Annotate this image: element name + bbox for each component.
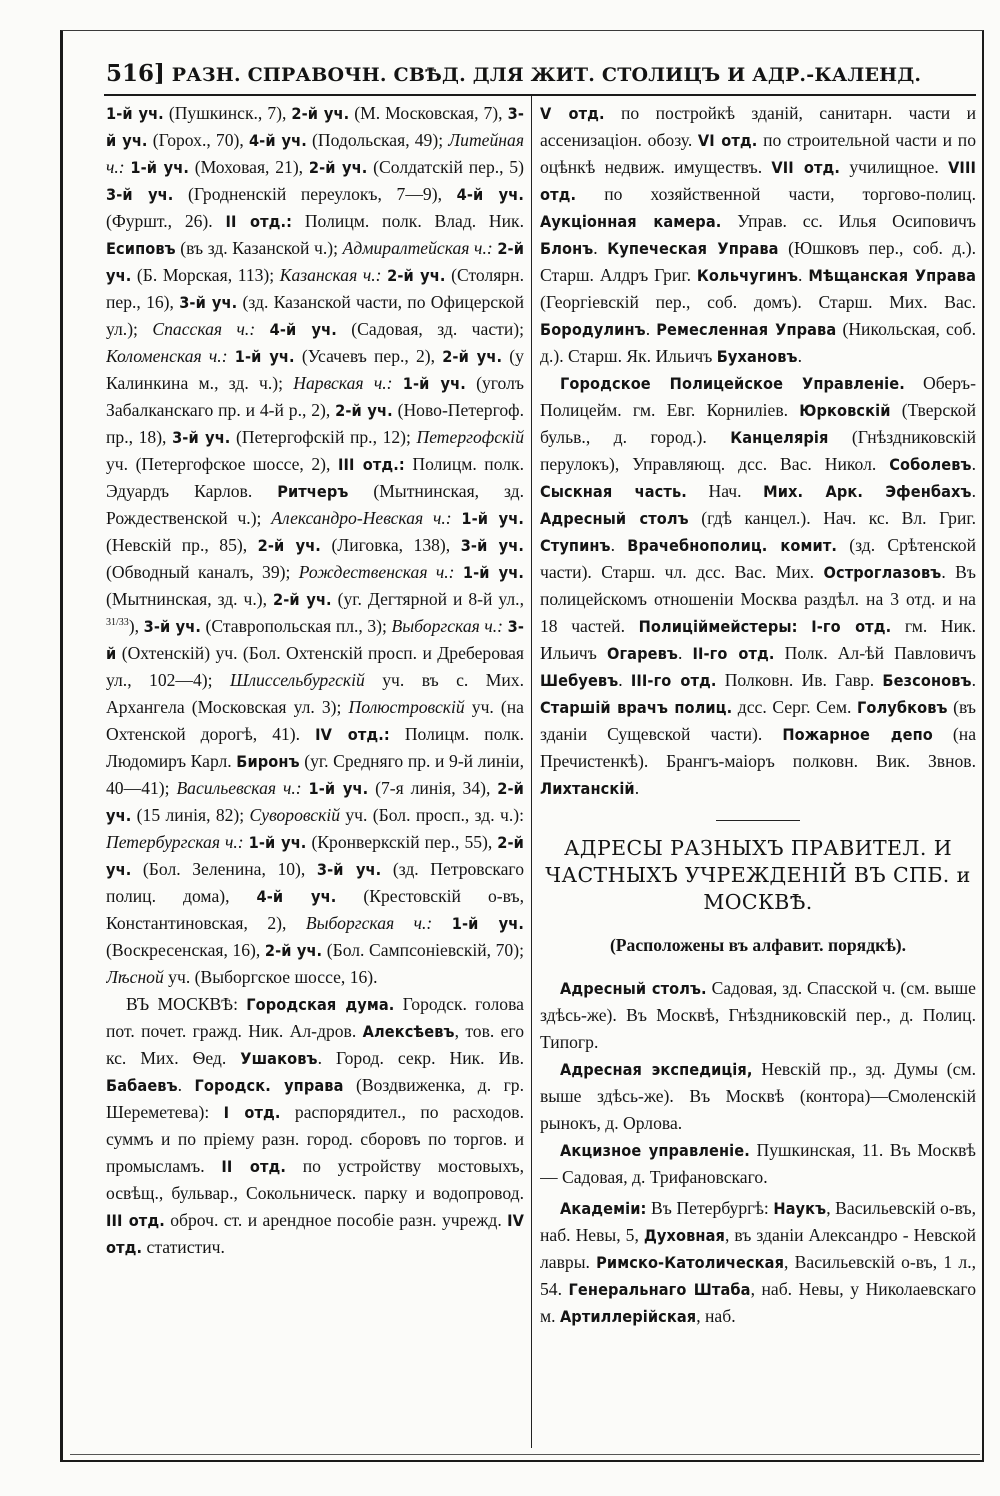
text-span: Акцизное управленіе.	[560, 1141, 750, 1160]
text-span: , Васильевскій о-въ, 1 л., 54.	[540, 1252, 976, 1299]
petersburg-police-districts-paragraph	[106, 100, 524, 991]
text-span: 3-й уч.	[172, 428, 231, 447]
text-span: Городск. управа	[194, 1076, 344, 1095]
text-span: , наб.	[696, 1306, 736, 1326]
text-span: Полицм. полк. Влад. Ник.	[292, 211, 524, 231]
text-span: (Гродненскій переулокъ, 7—9),	[173, 184, 457, 204]
text-span: Мих. Арк. Эфенбахъ	[763, 482, 972, 501]
text-span: 2-й уч.	[308, 158, 368, 177]
fraction-superscript: 31/33	[106, 617, 129, 629]
text-span: (Ставропольская пл., 3);	[200, 616, 392, 636]
text-span: Академіи:	[560, 1199, 647, 1218]
text-span: 4-й уч.	[456, 185, 524, 204]
text-span: Управ. сс. Илья Осиповичъ	[721, 211, 976, 231]
entry-address-expedition	[540, 1056, 976, 1137]
text-span: (Горох., 70),	[147, 130, 249, 150]
text-span: (Невскій пр., 85),	[106, 535, 258, 555]
text-span: Алексѣевъ	[362, 1022, 455, 1041]
text-span: (Мытнинская, зд. ч.),	[106, 589, 273, 609]
text-span	[302, 778, 309, 798]
moscow-police-administration-paragraph	[540, 370, 976, 802]
text-span: III отд.:	[337, 455, 405, 474]
text-span: (Георгіевскій пер., соб. домъ). Старш. Мих. Вас.	[540, 292, 976, 312]
text-span: (у Калинкина м., зд. ч.);	[106, 346, 524, 393]
text-span: Юрковскій	[799, 401, 891, 420]
text-span: (Моховая, 21),	[188, 157, 309, 177]
text-span: Остроглазовъ	[823, 563, 942, 582]
text-span: .	[798, 265, 809, 285]
running-header	[106, 54, 966, 94]
bottom-rule	[70, 1454, 980, 1455]
text-span: Суворовскій	[249, 805, 341, 825]
text-span: .	[971, 670, 976, 690]
text-span: Васильевская ч.:	[176, 778, 302, 798]
text-span: 3-й уч.	[106, 104, 524, 150]
text-span: IV отд.:	[315, 725, 390, 744]
text-span: Литейная ч.:	[106, 130, 524, 177]
text-span: 2-й уч.	[257, 536, 321, 555]
text-span: Нарвская ч.:	[293, 373, 393, 393]
text-span: Биронъ	[236, 752, 300, 771]
text-span: , Васильевскій о-въ, наб. Невы, 5,	[540, 1198, 976, 1245]
text-span: Бородулинъ	[540, 320, 646, 339]
text-span: уч. (Бол. просп., зд. ч.):	[340, 805, 524, 825]
text-span: Голубковъ	[856, 698, 948, 717]
text-span: (Юшковъ пер., соб. д.). Старш. Алдръ Григ.	[540, 238, 976, 285]
text-span: Генеральнаго Штаба	[568, 1280, 751, 1299]
text-span: Петергофскій	[416, 427, 524, 447]
text-span: Полицм. полк. Эдуардъ Карлов.	[106, 454, 524, 501]
text-span: по строительной части и по оцѣнкѣ недвиж. имуществъ.	[540, 130, 976, 177]
text-span: (уголъ Забалканскаго пр. и 4-й р., 2),	[106, 373, 524, 420]
text-span: Пожарное депо	[782, 725, 933, 744]
text-span: 4-й уч.	[269, 320, 337, 339]
text-span: Бабаевъ	[106, 1076, 178, 1095]
moscow-city-duma-paragraph	[106, 991, 524, 1261]
text-span: (Бол. Сампсоніевскій, 70);	[322, 940, 524, 960]
text-span: 4-й уч.	[256, 887, 337, 906]
text-span: Городск. голова пот. почет. гражд. Ник. Ал-дров.	[106, 994, 524, 1041]
text-span: (зд. Срѣтенской части). Старш. чл. дсс. Вас. Мих.	[540, 535, 976, 582]
text-span: Садовая, зд. Спасской ч. (см. выше здѣсь-же). Въ Москвѣ, Гнѣздниковскій пер., д. Полиц. Типогр.	[540, 978, 976, 1052]
text-span: (Садовая, зд. части);	[336, 319, 524, 339]
text-span: Въ Петербургѣ:	[646, 1198, 774, 1218]
right-column	[540, 100, 976, 1445]
text-span: (Б. Морская, 113);	[131, 265, 280, 285]
text-span: 1-й уч.	[234, 347, 295, 366]
text-span: 3-й уч.	[143, 617, 201, 636]
text-span: Рождественская ч.:	[298, 562, 455, 582]
text-span: (Кронверкскій пер., 55),	[306, 832, 498, 852]
text-span: (Гнѣздниковскій перулокъ), Управляющ. дсс. Вас. Никол.	[540, 427, 976, 474]
text-span: VII отд.	[771, 158, 841, 177]
text-span: Невскій пр., зд. Думы (см. выше здѣсь-же). Въ Москвѣ (контора)—Смоленскій рынокъ, д. Орлова.	[540, 1059, 976, 1133]
text-span: Выборгская ч.:	[305, 913, 433, 933]
text-span: (Лиговка, 138),	[320, 535, 461, 555]
text-span: 3-й уч.	[179, 293, 238, 312]
text-span: ВЪ МОСКВѢ:	[126, 994, 247, 1014]
running-title: РАЗН. СПРАВОЧН. СВѢД. ДЛЯ ЖИТ. СТОЛИЦЪ И АДР.-КАЛЕНД.	[171, 64, 922, 86]
text-span: гм. Ник. Ильичъ	[540, 616, 976, 663]
text-span: 3-й уч.	[106, 185, 174, 204]
text-span: (Столярн. пер., 16),	[106, 265, 524, 312]
text-span: (Подольская, 49);	[306, 130, 449, 150]
text-span: Лихтанскій	[540, 779, 635, 798]
text-span: Соболевъ	[889, 455, 972, 474]
text-span: (Воскресенская, 16),	[106, 940, 265, 960]
text-span: 1-й уч.	[248, 833, 307, 852]
text-span: (Никольская, соб. д.). Старш. Як. Ильичъ	[540, 319, 976, 366]
entry-excise-administration	[540, 1137, 976, 1191]
text-span: (зд. Петровскаго полиц. дома),	[106, 859, 524, 906]
text-span: (Мытнинская, зд. Рождественской ч.);	[106, 481, 524, 528]
text-span: IV отд.	[106, 1211, 524, 1257]
text-span: , въ зданіи Александро - Невской лавры.	[540, 1225, 976, 1272]
section-separator	[716, 820, 800, 821]
text-span: Полк. Ал-ѣй Павловичъ	[774, 643, 976, 663]
text-span: ),	[128, 616, 144, 636]
text-span: .	[797, 346, 802, 366]
text-span: III отд.	[106, 1211, 165, 1230]
text-span: 2-й уч.	[106, 239, 524, 285]
text-span: 1-й уч.	[451, 914, 524, 933]
text-span: Врачебнополиц. комит.	[627, 536, 837, 555]
section-title: АДРЕСЫ РАЗНЫХЪ ПРАВИТЕЛ. И ЧАСТНЫХЪ УЧРЕЖДЕНІЙ ВЪ СПБ. и МОСКВѢ.	[545, 836, 971, 914]
text-span: уч. (на Охтенской дорогѣ, 41).	[106, 697, 524, 744]
text-span: статистич.	[142, 1237, 225, 1257]
text-span: Шлиссельбургскій	[229, 670, 365, 690]
text-span: (Тверской бульв., д. город.).	[540, 400, 976, 447]
text-span: .	[634, 778, 640, 798]
text-span: 3-й уч.	[316, 860, 382, 879]
text-span: 1-й уч.	[461, 509, 524, 528]
text-span: Сыскная часть.	[540, 482, 687, 501]
text-span: (15 линія, 82);	[131, 805, 250, 825]
text-span: Адмиралтейская ч.:	[342, 238, 493, 258]
text-span: 1-й уч.	[106, 104, 164, 123]
text-span: II-го отд.	[692, 644, 775, 663]
text-span: Казанская ч.:	[279, 265, 382, 285]
text-span: Ступинъ	[540, 536, 611, 555]
text-span: уч. въ с. Мих. Архангела (Московская ул. 3);	[106, 670, 524, 717]
text-span: (Усачевъ пер., 2),	[294, 346, 443, 366]
text-span: 2-й уч.	[291, 104, 350, 123]
text-span: (М. Московская, 7),	[349, 103, 508, 123]
text-span: . Въ полицейскомъ отношеніи Москва раздѣл. на 3 отд. и на 18 частей.	[540, 562, 976, 636]
text-span: Бухановъ	[716, 347, 798, 366]
text-span: 1-й уч.	[130, 158, 189, 177]
text-span: (въ зд. Казанской ч.);	[175, 238, 343, 258]
text-span: Полиціймейстеры:	[638, 617, 798, 636]
text-span: 2-й уч.	[106, 833, 524, 879]
text-span: Купеческая Управа	[607, 239, 779, 258]
text-span: VI отд.	[697, 131, 758, 150]
text-span: Канцелярія	[730, 428, 829, 447]
text-span: Огаревъ	[606, 644, 678, 663]
text-span: Старшій врачъ полиц.	[540, 698, 733, 717]
text-span: оброч. ст. и арендное пособіе разн. учрежд.	[164, 1210, 508, 1230]
text-span: Есиповъ	[106, 239, 176, 258]
text-span: Адресная экспедиція,	[560, 1060, 753, 1079]
text-span: Наукъ	[773, 1199, 827, 1218]
page-number: 516]	[106, 60, 165, 87]
text-span: Городское Полицейское Управленіе.	[560, 374, 905, 393]
text-span: по устройству мостовыхъ, освѣщ., бульвар., Сокольническ. парку и водопровод.	[106, 1156, 524, 1203]
text-span: II отд.:	[225, 212, 293, 231]
text-span: .	[618, 670, 631, 690]
text-span: (Солдатскій пер., 5)	[367, 157, 524, 177]
text-span: 2-й уч.	[335, 401, 393, 420]
text-span: Коломенская ч.:	[106, 346, 228, 366]
text-span: Римско-Католическая	[596, 1253, 785, 1272]
text-span: Городская дума.	[246, 995, 395, 1014]
text-span: Ремесленная Управа	[656, 320, 837, 339]
text-span: V отд.	[540, 104, 605, 123]
text-span: Спасская ч.:	[152, 319, 256, 339]
text-span: I-го отд.	[811, 617, 892, 636]
text-span: .	[593, 238, 608, 258]
text-span: Ритчеръ	[277, 482, 349, 501]
text-span: (Обводный каналъ, 39);	[106, 562, 299, 582]
text-span: 2-й уч.	[264, 941, 323, 960]
text-span: Духовная	[643, 1226, 725, 1245]
text-span: Шебуевъ	[540, 671, 619, 690]
text-span: (Крестовскій о-въ, Константиновская, 2),	[106, 886, 524, 933]
text-span: .	[177, 1075, 195, 1095]
text-span: Оберъ-Полицейм. гм. Евг. Корниліев.	[540, 373, 976, 420]
text-span: 2-й уч.	[442, 347, 503, 366]
text-span: Пушкинская, 11. Въ Москвѣ — Садовая, д. Трифановскаго.	[540, 1140, 976, 1187]
text-span: дсс. Серг. Сем.	[732, 697, 857, 717]
text-span: .	[677, 643, 693, 663]
text-span: (Охтенскій) уч. (Бол. Охтенскій просп. и Дреберовая ул., 102—4);	[106, 643, 524, 690]
text-span: (въ зданіи Сущевской части).	[540, 697, 976, 744]
text-span: уч. (Петергофское шоссе, 2),	[106, 454, 338, 474]
text-span: VIII отд.	[540, 158, 976, 204]
text-span: 2-й уч.	[387, 266, 446, 285]
text-span	[798, 616, 812, 636]
text-span	[432, 913, 451, 933]
text-span: 2-й уч.	[106, 779, 524, 825]
column-divider	[531, 96, 532, 1448]
section-note: (Расположены въ алфавит. порядкѣ).	[609, 935, 907, 955]
text-span: , наб. Невы, у Николаевскаго м.	[540, 1279, 976, 1326]
text-span: Лѣсной	[106, 967, 164, 987]
text-span: (Петергофскій пр., 12);	[230, 427, 417, 447]
text-span: II отд.	[221, 1157, 286, 1176]
text-span: Безсоновъ	[882, 671, 972, 690]
text-span: Артиллерійская	[559, 1307, 697, 1326]
text-span: .	[610, 535, 628, 555]
text-span: Нач.	[686, 481, 764, 501]
text-span: (зд. Казанской части, по Офицерской ул.);	[106, 292, 524, 339]
text-span	[393, 373, 403, 393]
text-span: Аукціонная камера.	[540, 212, 722, 231]
text-span: , тов. его кс. Мих. Ѳед.	[106, 1021, 524, 1068]
text-span: Петербургская ч.:	[106, 832, 244, 852]
text-span: Мѣщанская Управа	[808, 266, 976, 285]
text-span: 3-й	[106, 617, 524, 663]
text-span: (Бол. Зеленина, 10),	[131, 859, 317, 879]
text-span: Блонъ	[540, 239, 594, 258]
header-rule	[104, 94, 976, 96]
text-span: по хозяйственной части, торгово-полиц.	[576, 184, 976, 204]
text-span: Полковн. Ив. Гавр.	[716, 670, 883, 690]
text-span: распорядител., по расходов. суммъ и по пріему разн. город. сборовъ по торгов. и промысламъ.	[106, 1102, 524, 1176]
text-span: (Воздвиженка, д. гр. Шереметева):	[106, 1075, 524, 1122]
text-span: 1-й уч.	[308, 779, 369, 798]
text-span: (уг. Средняго пр. и 9-й линіи, 40—41);	[106, 751, 524, 798]
text-span: Адресный столъ	[540, 509, 689, 528]
text-span: (Пушкинск., 7),	[163, 103, 292, 123]
text-span: Ушаковъ	[240, 1049, 318, 1068]
text-span: I отд.	[223, 1103, 281, 1122]
text-span: (Фуршт., 26).	[106, 211, 226, 231]
left-column	[106, 100, 524, 1445]
text-span: Полюстровскій	[348, 697, 465, 717]
text-span: (на Пречистенкѣ). Брангъ-маіоръ полковн. Вик. Звнов.	[540, 724, 976, 771]
moscow-uprava-departments-paragraph	[540, 100, 976, 370]
text-span: 4-й уч.	[248, 131, 307, 150]
text-span: 1-й уч.	[462, 563, 524, 582]
text-span: Полицм. полк. Людомиръ Карл.	[106, 724, 524, 771]
text-span: .	[971, 454, 976, 474]
text-span: (Ново-Петергоф. пр., 18),	[106, 400, 524, 447]
entry-academies	[540, 1195, 976, 1330]
text-span: 3-й уч.	[460, 536, 524, 555]
text-span: III-го отд.	[630, 671, 717, 690]
text-span: .	[645, 319, 657, 339]
text-span: Александро-Невская ч.:	[271, 508, 452, 528]
text-span	[455, 562, 463, 582]
text-span: 2-й уч.	[272, 590, 332, 609]
text-span: (уг. Дегтярной и 8-й ул.,	[331, 589, 524, 609]
text-span	[228, 346, 235, 366]
text-span	[255, 319, 269, 339]
text-span: . Город. секр. Ник. Ив.	[317, 1048, 524, 1068]
text-span: Выборгская ч.:	[391, 616, 504, 636]
text-span: училищное.	[840, 157, 949, 177]
text-span: 1-й уч.	[402, 374, 466, 393]
entry-address-bureau	[540, 975, 976, 1056]
text-span	[452, 508, 462, 528]
text-span: Кольчугинъ	[696, 266, 799, 285]
text-span: уч. (Выборгское шоссе, 16).	[163, 967, 378, 987]
text-span: (7-я линія, 34),	[368, 778, 498, 798]
text-span: (гдѣ канцел.). Нач. кс. Вл. Григ.	[688, 508, 976, 528]
text-span: Адресный столъ.	[560, 979, 707, 998]
text-span: по постройкѣ зданій, санитарн. части и ассенизаціон. обозу.	[540, 103, 976, 150]
text-span: .	[971, 481, 976, 501]
